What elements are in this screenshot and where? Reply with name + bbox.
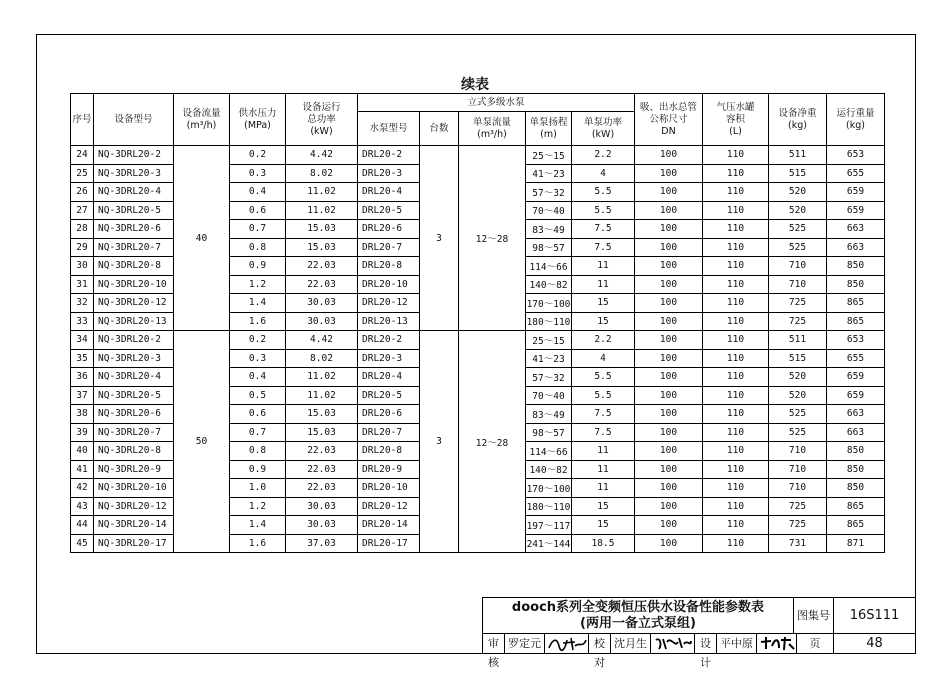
cell-dn: 100 bbox=[635, 534, 703, 553]
cell-seq: 43 bbox=[71, 497, 94, 516]
cell-pump: DRL20-4 bbox=[358, 368, 420, 387]
cell-tank: 110 bbox=[703, 294, 769, 313]
designer-name: 平中原 bbox=[717, 634, 757, 653]
cell-run: 865 bbox=[827, 497, 885, 516]
group-flow-cell: 50 bbox=[174, 331, 230, 553]
cell-dn: 100 bbox=[635, 497, 703, 516]
cell-run: 659 bbox=[827, 368, 885, 387]
cell-pump: DRL20-4 bbox=[358, 183, 420, 202]
cell-ppower: 11 bbox=[572, 275, 635, 294]
cell-pressure: 0.7 bbox=[230, 423, 286, 442]
cell-tank: 110 bbox=[703, 331, 769, 350]
cell-model: NQ-3DRL20-14 bbox=[94, 516, 174, 535]
cell-tank: 110 bbox=[703, 220, 769, 239]
cell-model: NQ-3DRL20-2 bbox=[94, 146, 174, 165]
cell-ppower: 7.5 bbox=[572, 405, 635, 424]
cell-pump: DRL20-2 bbox=[358, 146, 420, 165]
cell-pressure: 0.7 bbox=[230, 220, 286, 239]
cell-tank: 110 bbox=[703, 183, 769, 202]
cell-head: 241～144 bbox=[526, 534, 572, 553]
cell-head: 70～40 bbox=[526, 386, 572, 405]
header-pump-flow: 单泵流量 (m³/h) bbox=[459, 112, 526, 146]
cell-seq: 35 bbox=[71, 349, 94, 368]
cell-tank: 110 bbox=[703, 368, 769, 387]
cell-tank: 110 bbox=[703, 238, 769, 257]
cell-net: 525 bbox=[769, 423, 827, 442]
header-power: 设备运行 总功率 (kW) bbox=[286, 94, 358, 146]
cell-head: 197～117 bbox=[526, 516, 572, 535]
cell-model: NQ-3DRL20-3 bbox=[94, 164, 174, 183]
cell-head: 83～49 bbox=[526, 220, 572, 239]
cell-power: 8.02 bbox=[286, 164, 358, 183]
cell-seq: 28 bbox=[71, 220, 94, 239]
cell-tank: 110 bbox=[703, 442, 769, 461]
cell-pressure: 1.6 bbox=[230, 534, 286, 553]
cell-tank: 110 bbox=[703, 257, 769, 276]
checker-signature bbox=[651, 634, 695, 653]
cell-net: 710 bbox=[769, 442, 827, 461]
cell-net: 710 bbox=[769, 460, 827, 479]
cell-power: 11.02 bbox=[286, 201, 358, 220]
cell-pump: DRL20-12 bbox=[358, 497, 420, 516]
cell-run: 659 bbox=[827, 183, 885, 202]
cell-run: 663 bbox=[827, 220, 885, 239]
cell-pump: DRL20-12 bbox=[358, 294, 420, 313]
header-pump-group: 立式多级水泵 bbox=[358, 94, 635, 112]
cell-seq: 38 bbox=[71, 405, 94, 424]
cell-dn: 100 bbox=[635, 146, 703, 165]
cell-dn: 100 bbox=[635, 405, 703, 424]
cell-model: NQ-3DRL20-10 bbox=[94, 479, 174, 498]
cell-dn: 100 bbox=[635, 201, 703, 220]
cell-power: 22.03 bbox=[286, 257, 358, 276]
cell-pressure: 1.2 bbox=[230, 497, 286, 516]
cell-model: NQ-3DRL20-13 bbox=[94, 312, 174, 331]
cell-model: NQ-3DRL20-10 bbox=[94, 275, 174, 294]
cell-power: 30.03 bbox=[286, 516, 358, 535]
cell-power: 30.03 bbox=[286, 497, 358, 516]
cell-dn: 100 bbox=[635, 257, 703, 276]
cell-dn: 100 bbox=[635, 220, 703, 239]
design-label: 设计 bbox=[695, 634, 717, 653]
cell-net: 725 bbox=[769, 516, 827, 535]
check-label: 校对 bbox=[589, 634, 611, 653]
header-model: 设备型号 bbox=[94, 94, 174, 146]
group-count-cell: 3 bbox=[420, 146, 459, 331]
cell-dn: 100 bbox=[635, 164, 703, 183]
cell-model: NQ-3DRL20-8 bbox=[94, 257, 174, 276]
cell-head: 180～110 bbox=[526, 497, 572, 516]
cell-head: 180～110 bbox=[526, 312, 572, 331]
cell-dn: 100 bbox=[635, 386, 703, 405]
cell-head: 57～32 bbox=[526, 368, 572, 387]
cell-model: NQ-3DRL20-7 bbox=[94, 238, 174, 257]
cell-tank: 110 bbox=[703, 405, 769, 424]
cell-net: 511 bbox=[769, 331, 827, 350]
cell-tank: 110 bbox=[703, 423, 769, 442]
cell-ppower: 11 bbox=[572, 479, 635, 498]
cell-power: 8.02 bbox=[286, 349, 358, 368]
cell-net: 525 bbox=[769, 405, 827, 424]
group-pump_flow-cell: 12～28 bbox=[459, 146, 526, 331]
drawing-title: dooch系列全变频恒压供水设备性能参数表 (两用一备立式泵组) bbox=[483, 598, 794, 634]
cell-tank: 110 bbox=[703, 201, 769, 220]
cell-power: 15.03 bbox=[286, 220, 358, 239]
cell-tank: 110 bbox=[703, 275, 769, 294]
cell-pump: DRL20-7 bbox=[358, 423, 420, 442]
cell-run: 850 bbox=[827, 257, 885, 276]
cell-net: 525 bbox=[769, 238, 827, 257]
cell-pump: DRL20-14 bbox=[358, 516, 420, 535]
cell-pump: DRL20-10 bbox=[358, 479, 420, 498]
cell-net: 710 bbox=[769, 275, 827, 294]
cell-tank: 110 bbox=[703, 534, 769, 553]
cell-model: NQ-3DRL20-6 bbox=[94, 405, 174, 424]
cell-pressure: 1.4 bbox=[230, 294, 286, 313]
cell-power: 4.42 bbox=[286, 146, 358, 165]
cell-power: 22.03 bbox=[286, 275, 358, 294]
cell-net: 515 bbox=[769, 164, 827, 183]
cell-run: 865 bbox=[827, 516, 885, 535]
cell-tank: 110 bbox=[703, 146, 769, 165]
cell-seq: 36 bbox=[71, 368, 94, 387]
cell-ppower: 4 bbox=[572, 349, 635, 368]
cell-pressure: 0.6 bbox=[230, 405, 286, 424]
cell-model: NQ-3DRL20-4 bbox=[94, 183, 174, 202]
cell-seq: 45 bbox=[71, 534, 94, 553]
spec-table bbox=[70, 93, 885, 553]
table-caption: 续表 bbox=[461, 77, 489, 93]
cell-pressure: 0.3 bbox=[230, 349, 286, 368]
cell-pressure: 0.9 bbox=[230, 257, 286, 276]
cell-seq: 30 bbox=[71, 257, 94, 276]
cell-ppower: 15 bbox=[572, 497, 635, 516]
cell-pressure: 0.2 bbox=[230, 146, 286, 165]
cell-head: 98～57 bbox=[526, 238, 572, 257]
cell-pump: DRL20-3 bbox=[358, 349, 420, 368]
cell-pump: DRL20-7 bbox=[358, 238, 420, 257]
cell-ppower: 5.5 bbox=[572, 201, 635, 220]
cell-pressure: 0.2 bbox=[230, 331, 286, 350]
cell-tank: 110 bbox=[703, 349, 769, 368]
cell-power: 15.03 bbox=[286, 238, 358, 257]
cell-seq: 34 bbox=[71, 331, 94, 350]
header-seq: 序号 bbox=[71, 94, 94, 146]
cell-run: 659 bbox=[827, 386, 885, 405]
cell-seq: 32 bbox=[71, 294, 94, 313]
cell-head: 57～32 bbox=[526, 183, 572, 202]
cell-net: 525 bbox=[769, 220, 827, 239]
cell-run: 655 bbox=[827, 164, 885, 183]
cell-dn: 100 bbox=[635, 312, 703, 331]
cell-dn: 100 bbox=[635, 423, 703, 442]
cell-tank: 110 bbox=[703, 497, 769, 516]
cell-run: 653 bbox=[827, 331, 885, 350]
cell-pressure: 1.6 bbox=[230, 312, 286, 331]
cell-run: 850 bbox=[827, 460, 885, 479]
cell-run: 865 bbox=[827, 294, 885, 313]
cell-pump: DRL20-6 bbox=[358, 220, 420, 239]
cell-head: 70～40 bbox=[526, 201, 572, 220]
cell-seq: 26 bbox=[71, 183, 94, 202]
cell-pump: DRL20-3 bbox=[358, 164, 420, 183]
cell-pump: DRL20-8 bbox=[358, 442, 420, 461]
cell-seq: 40 bbox=[71, 442, 94, 461]
cell-model: NQ-3DRL20-12 bbox=[94, 294, 174, 313]
cell-power: 15.03 bbox=[286, 423, 358, 442]
cell-pressure: 0.4 bbox=[230, 183, 286, 202]
title-block bbox=[482, 597, 916, 669]
header-pump-power: 单泵功率 (kW) bbox=[572, 112, 635, 146]
cell-pressure: 0.8 bbox=[230, 442, 286, 461]
cell-ppower: 4 bbox=[572, 164, 635, 183]
cell-run: 865 bbox=[827, 312, 885, 331]
atlas-label: 图集号 bbox=[794, 598, 834, 634]
cell-run: 850 bbox=[827, 479, 885, 498]
cell-dn: 100 bbox=[635, 238, 703, 257]
cell-pump: DRL20-9 bbox=[358, 460, 420, 479]
cell-seq: 33 bbox=[71, 312, 94, 331]
cell-net: 725 bbox=[769, 497, 827, 516]
table-row bbox=[71, 331, 885, 350]
cell-net: 515 bbox=[769, 349, 827, 368]
reviewer-signature bbox=[545, 634, 589, 653]
reviewer-name: 罗定元 bbox=[505, 634, 545, 653]
cell-pressure: 1.0 bbox=[230, 479, 286, 498]
cell-pressure: 0.9 bbox=[230, 460, 286, 479]
cell-ppower: 15 bbox=[572, 516, 635, 535]
cell-ppower: 5.5 bbox=[572, 183, 635, 202]
cell-pump: DRL20-5 bbox=[358, 201, 420, 220]
cell-ppower: 5.5 bbox=[572, 368, 635, 387]
cell-pump: DRL20-5 bbox=[358, 386, 420, 405]
cell-dn: 100 bbox=[635, 331, 703, 350]
cell-ppower: 18.5 bbox=[572, 534, 635, 553]
cell-net: 520 bbox=[769, 386, 827, 405]
cell-seq: 24 bbox=[71, 146, 94, 165]
cell-head: 25～15 bbox=[526, 146, 572, 165]
cell-run: 663 bbox=[827, 423, 885, 442]
cell-power: 11.02 bbox=[286, 368, 358, 387]
cell-model: NQ-3DRL20-9 bbox=[94, 460, 174, 479]
cell-model: NQ-3DRL20-17 bbox=[94, 534, 174, 553]
cell-ppower: 15 bbox=[572, 294, 635, 313]
cell-tank: 110 bbox=[703, 386, 769, 405]
cell-ppower: 5.5 bbox=[572, 386, 635, 405]
cell-run: 659 bbox=[827, 201, 885, 220]
cell-head: 140～82 bbox=[526, 275, 572, 294]
cell-pressure: 1.4 bbox=[230, 516, 286, 535]
cell-power: 11.02 bbox=[286, 183, 358, 202]
cell-head: 25～15 bbox=[526, 331, 572, 350]
cell-net: 520 bbox=[769, 201, 827, 220]
header-flow: 设备流量 (m³/h) bbox=[174, 94, 230, 146]
cell-net: 725 bbox=[769, 312, 827, 331]
cell-head: 140～82 bbox=[526, 460, 572, 479]
cell-run: 850 bbox=[827, 275, 885, 294]
cell-dn: 100 bbox=[635, 294, 703, 313]
cell-model: NQ-3DRL20-8 bbox=[94, 442, 174, 461]
designer-signature-mark bbox=[757, 634, 797, 653]
cell-seq: 29 bbox=[71, 238, 94, 257]
cell-net: 731 bbox=[769, 534, 827, 553]
cell-power: 11.02 bbox=[286, 386, 358, 405]
group-flow-cell: 40 bbox=[174, 146, 230, 331]
cell-run: 655 bbox=[827, 349, 885, 368]
header-dn: 吸、出水总管 公称尺寸 DN bbox=[635, 94, 703, 146]
cell-net: 710 bbox=[769, 257, 827, 276]
cell-seq: 37 bbox=[71, 386, 94, 405]
cell-net: 511 bbox=[769, 146, 827, 165]
cell-pressure: 0.5 bbox=[230, 386, 286, 405]
group-pump_flow-cell: 12～28 bbox=[459, 331, 526, 553]
cell-ppower: 11 bbox=[572, 442, 635, 461]
cell-model: NQ-3DRL20-12 bbox=[94, 497, 174, 516]
cell-ppower: 7.5 bbox=[572, 423, 635, 442]
cell-head: 98～57 bbox=[526, 423, 572, 442]
header-net-weight: 设备净重 (kg) bbox=[769, 94, 827, 146]
cell-pressure: 0.6 bbox=[230, 201, 286, 220]
cell-pressure: 1.2 bbox=[230, 275, 286, 294]
header-run-weight: 运行重量 (kg) bbox=[827, 94, 885, 146]
cell-dn: 100 bbox=[635, 368, 703, 387]
cell-pump: DRL20-10 bbox=[358, 275, 420, 294]
cell-power: 15.03 bbox=[286, 405, 358, 424]
cell-net: 725 bbox=[769, 294, 827, 313]
header-tank: 气压水罐 容积 (L) bbox=[703, 94, 769, 146]
cell-ppower: 2.2 bbox=[572, 146, 635, 165]
cell-run: 871 bbox=[827, 534, 885, 553]
cell-net: 520 bbox=[769, 368, 827, 387]
cell-pressure: 0.3 bbox=[230, 164, 286, 183]
cell-run: 850 bbox=[827, 442, 885, 461]
cell-seq: 27 bbox=[71, 201, 94, 220]
cell-model: NQ-3DRL20-3 bbox=[94, 349, 174, 368]
cell-power: 37.03 bbox=[286, 534, 358, 553]
reviewer-signature-mark bbox=[545, 634, 589, 653]
cell-seq: 39 bbox=[71, 423, 94, 442]
cell-pressure: 0.8 bbox=[230, 238, 286, 257]
signature-row bbox=[483, 634, 915, 669]
cell-head: 83～49 bbox=[526, 405, 572, 424]
cell-tank: 110 bbox=[703, 164, 769, 183]
cell-seq: 41 bbox=[71, 460, 94, 479]
cell-dn: 100 bbox=[635, 460, 703, 479]
cell-model: NQ-3DRL20-2 bbox=[94, 331, 174, 350]
cell-dn: 100 bbox=[635, 442, 703, 461]
cell-seq: 44 bbox=[71, 516, 94, 535]
cell-power: 4.42 bbox=[286, 331, 358, 350]
cell-seq: 42 bbox=[71, 479, 94, 498]
cell-power: 22.03 bbox=[286, 479, 358, 498]
cell-ppower: 11 bbox=[572, 460, 635, 479]
cell-ppower: 2.2 bbox=[572, 331, 635, 350]
cell-model: NQ-3DRL20-6 bbox=[94, 220, 174, 239]
header-pump-model: 水泵型号 bbox=[358, 112, 420, 146]
spec-table-body bbox=[71, 146, 885, 553]
cell-model: NQ-3DRL20-4 bbox=[94, 368, 174, 387]
cell-ppower: 11 bbox=[572, 257, 635, 276]
header-count: 台数 bbox=[420, 112, 459, 146]
cell-model: NQ-3DRL20-7 bbox=[94, 423, 174, 442]
cell-run: 663 bbox=[827, 405, 885, 424]
cell-net: 520 bbox=[769, 183, 827, 202]
cell-run: 653 bbox=[827, 146, 885, 165]
header-pressure: 供水压力 (MPa) bbox=[230, 94, 286, 146]
review-label: 审核 bbox=[483, 634, 505, 653]
cell-head: 114～66 bbox=[526, 442, 572, 461]
cell-power: 30.03 bbox=[286, 294, 358, 313]
cell-pump: DRL20-6 bbox=[358, 405, 420, 424]
cell-tank: 110 bbox=[703, 479, 769, 498]
cell-seq: 31 bbox=[71, 275, 94, 294]
cell-head: 41～23 bbox=[526, 164, 572, 183]
cell-run: 663 bbox=[827, 238, 885, 257]
cell-tank: 110 bbox=[703, 460, 769, 479]
page-number: 48 bbox=[866, 636, 883, 651]
cell-pump: DRL20-2 bbox=[358, 331, 420, 350]
cell-head: 114～66 bbox=[526, 257, 572, 276]
atlas-number: 16S111 bbox=[834, 598, 915, 634]
group-count-cell: 3 bbox=[420, 331, 459, 553]
cell-pump: DRL20-17 bbox=[358, 534, 420, 553]
cell-dn: 100 bbox=[635, 275, 703, 294]
cell-head: 170～100 bbox=[526, 479, 572, 498]
cell-ppower: 15 bbox=[572, 312, 635, 331]
cell-ppower: 7.5 bbox=[572, 238, 635, 257]
designer-signature bbox=[757, 634, 797, 653]
cell-head: 41～23 bbox=[526, 349, 572, 368]
cell-model: NQ-3DRL20-5 bbox=[94, 201, 174, 220]
page-label: 页 bbox=[797, 634, 834, 653]
cell-dn: 100 bbox=[635, 516, 703, 535]
cell-power: 22.03 bbox=[286, 442, 358, 461]
cell-power: 30.03 bbox=[286, 312, 358, 331]
cell-dn: 100 bbox=[635, 183, 703, 202]
cell-power: 22.03 bbox=[286, 460, 358, 479]
cell-pressure: 0.4 bbox=[230, 368, 286, 387]
cell-seq: 25 bbox=[71, 164, 94, 183]
cell-net: 710 bbox=[769, 479, 827, 498]
cell-dn: 100 bbox=[635, 479, 703, 498]
table-row bbox=[71, 146, 885, 165]
cell-pump: DRL20-8 bbox=[358, 257, 420, 276]
cell-tank: 110 bbox=[703, 312, 769, 331]
cell-model: NQ-3DRL20-5 bbox=[94, 386, 174, 405]
cell-pump: DRL20-13 bbox=[358, 312, 420, 331]
cell-head: 170～100 bbox=[526, 294, 572, 313]
cell-dn: 100 bbox=[635, 349, 703, 368]
checker-name: 沈月生 bbox=[611, 634, 651, 653]
cell-ppower: 7.5 bbox=[572, 220, 635, 239]
cell-tank: 110 bbox=[703, 516, 769, 535]
header-pump-head: 单泵扬程 (m) bbox=[526, 112, 572, 146]
checker-signature-mark bbox=[651, 634, 695, 653]
